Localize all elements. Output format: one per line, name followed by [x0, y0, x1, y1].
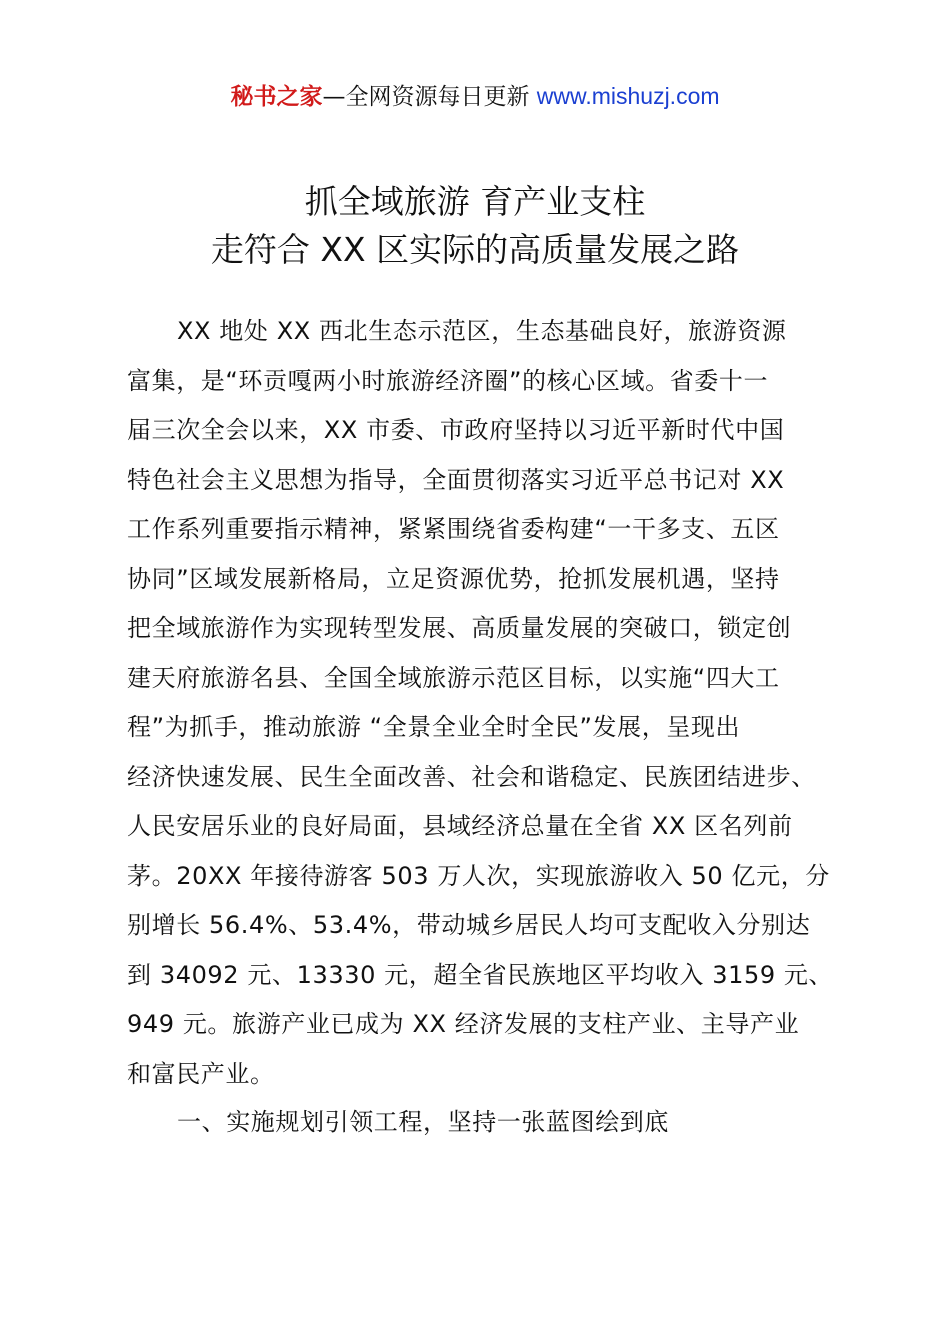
paragraph-line: 到 34092 元、13330 元，超全省民族地区平均收入 3159 元、 — [127, 960, 834, 989]
title-line-2: 走符合 XX 区实际的高质量发展之路 — [210, 230, 740, 269]
title-line-1: 抓全域旅游 育产业支柱 — [304, 182, 646, 221]
paragraph-line: 程”为抓手，推动旅游 “全景全业全时全民”发展，呈现出 — [127, 713, 741, 741]
paragraph-line: 经济快速发展、民生全面改善、社会和谐稳定、民族团结进步、 — [127, 762, 816, 791]
paragraph-line: 建天府旅游名县、全国全域旅游示范区目标，以实施“四大工 — [127, 663, 780, 692]
paragraph-line: 特色社会主义思想为指导，全面贯彻落实习近平总书记对 XX — [127, 465, 785, 494]
body-paragraph — [127, 307, 834, 1099]
paragraph-line: 和富民产业。 — [127, 1059, 275, 1088]
paragraph-line: 949 元。旅游产业已成为 XX 经济发展的支柱产业、主导产业 — [127, 1010, 800, 1038]
document-title — [0, 178, 950, 274]
section-heading: 一、实施规划引领工程，坚持一张蓝图绘到底 — [177, 1108, 669, 1136]
site-header — [0, 80, 950, 113]
paragraph-line: 别增长 56.4%、53.4%，带动城乡居民人均可支配收入分别达 — [127, 911, 811, 939]
paragraph-line: 富集，是“环贡嘎两小时旅游经济圈”的核心区域。省委十一 — [127, 366, 769, 395]
paragraph-line: 协同”区域发展新格局，立足资源优势，抢抓发展机遇，坚持 — [127, 564, 780, 593]
paragraph-line: 茅。20XX 年接待游客 503 万人次，实现旅游收入 50 亿元，分 — [127, 861, 830, 890]
paragraph-line: 届三次全会以来，XX 市委、市政府坚持以习近平新时代中国 — [127, 416, 785, 444]
site-tagline: —全网资源每日更新 — [322, 84, 537, 110]
site-url-link[interactable]: www.mishuzj.com — [536, 83, 720, 109]
paragraph-line: 把全域旅游作为实现转型发展、高质量发展的突破口，锁定创 — [127, 614, 792, 642]
site-brand: 秘书之家 — [230, 84, 323, 110]
paragraph-line: XX 地处 XX 西北生态示范区，生态基础良好，旅游资源 — [177, 317, 787, 345]
paragraph-line: 人民安居乐业的良好局面，县域经济总量在全省 XX 区名列前 — [127, 812, 793, 840]
paragraph-line: 工作系列重要指示精神，紧紧围绕省委构建“一干多支、五区 — [127, 515, 780, 543]
